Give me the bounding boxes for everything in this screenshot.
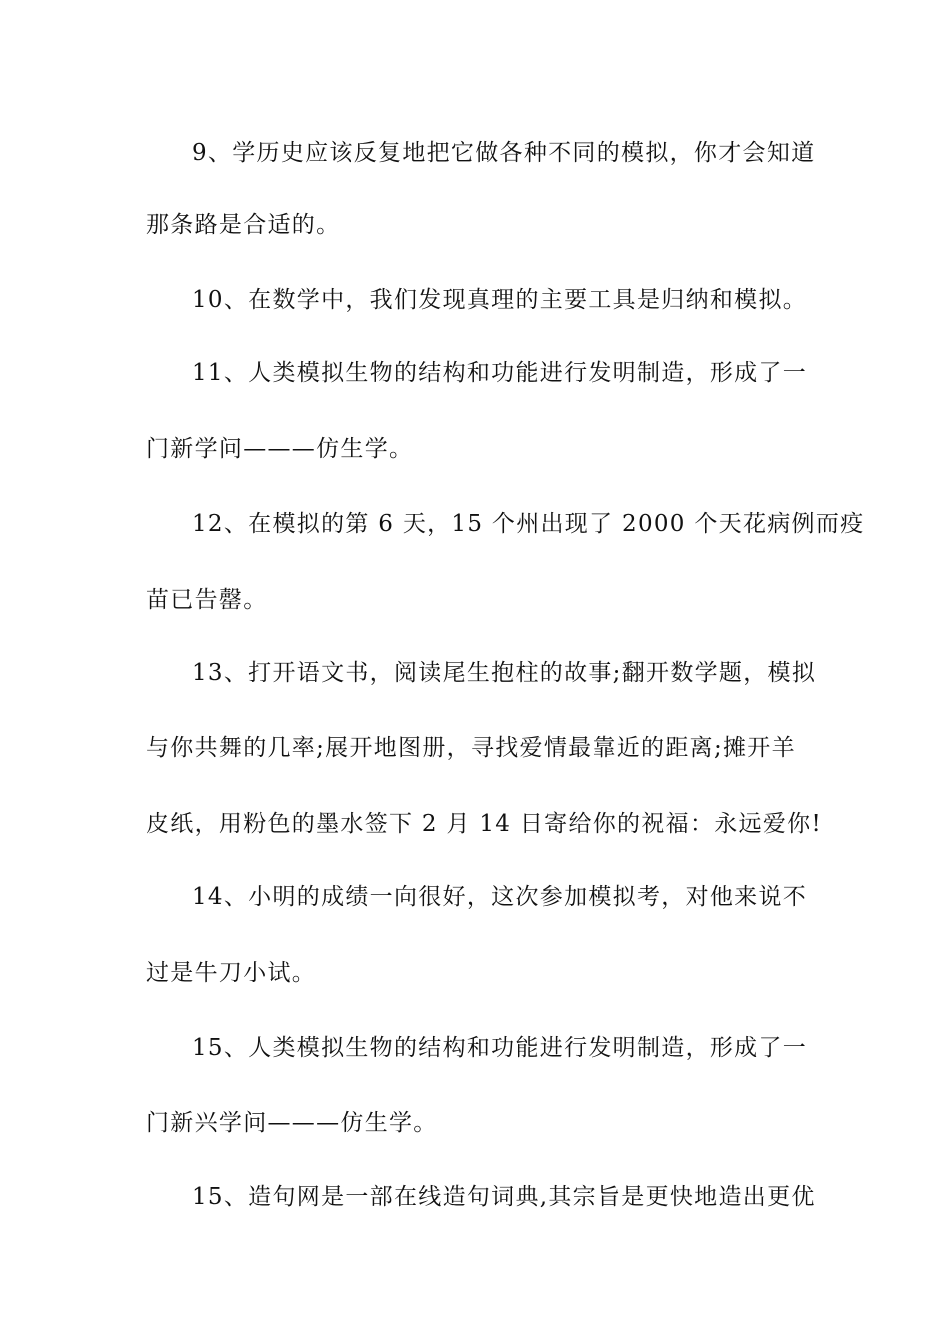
sentence-15-line-2: 门新兴学问———仿生学。 bbox=[146, 1110, 438, 1136]
sentence-13-line-2: 与你共舞的几率;展开地图册，寻找爱情最靠近的距离;摊开羊 bbox=[146, 735, 796, 761]
sentence-13-line-3: 皮纸，用粉色的墨水签下 2 月 14 日寄给你的祝福：永远爱你! bbox=[146, 811, 822, 837]
sentence-9-line-2: 那条路是合适的。 bbox=[146, 212, 341, 238]
sentence-15-line-1: 15、人类模拟生物的结构和功能进行发明制造，形成了一 bbox=[192, 1035, 808, 1061]
sentence-11-line-1: 11、人类模拟生物的结构和功能进行发明制造，形成了一 bbox=[192, 360, 808, 386]
sentence-11-line-2: 门新学问———仿生学。 bbox=[146, 436, 414, 462]
sentence-12-line-1: 12、在模拟的第 6 天，15 个州出现了 2000 个天花病例而疫 bbox=[192, 511, 865, 537]
sentence-9-line-1: 9、学历史应该反复地把它做各种不同的模拟，你才会知道 bbox=[192, 140, 816, 166]
sentence-14-line-2: 过是牛刀小试。 bbox=[146, 960, 317, 986]
sentence-13-line-1: 13、打开语文书，阅读尾生抱柱的故事;翻开数学题，模拟 bbox=[192, 660, 817, 686]
sentence-12-line-2: 苗已告罄。 bbox=[146, 587, 268, 613]
sentence-15b-line-1: 15、造句网是一部在线造句词典,其宗旨是更快地造出更优 bbox=[192, 1184, 816, 1210]
sentence-14-line-1: 14、小明的成绩一向很好，这次参加模拟考，对他来说不 bbox=[192, 884, 808, 910]
sentence-10-line-1: 10、在数学中，我们发现真理的主要工具是归纳和模拟。 bbox=[192, 287, 808, 313]
